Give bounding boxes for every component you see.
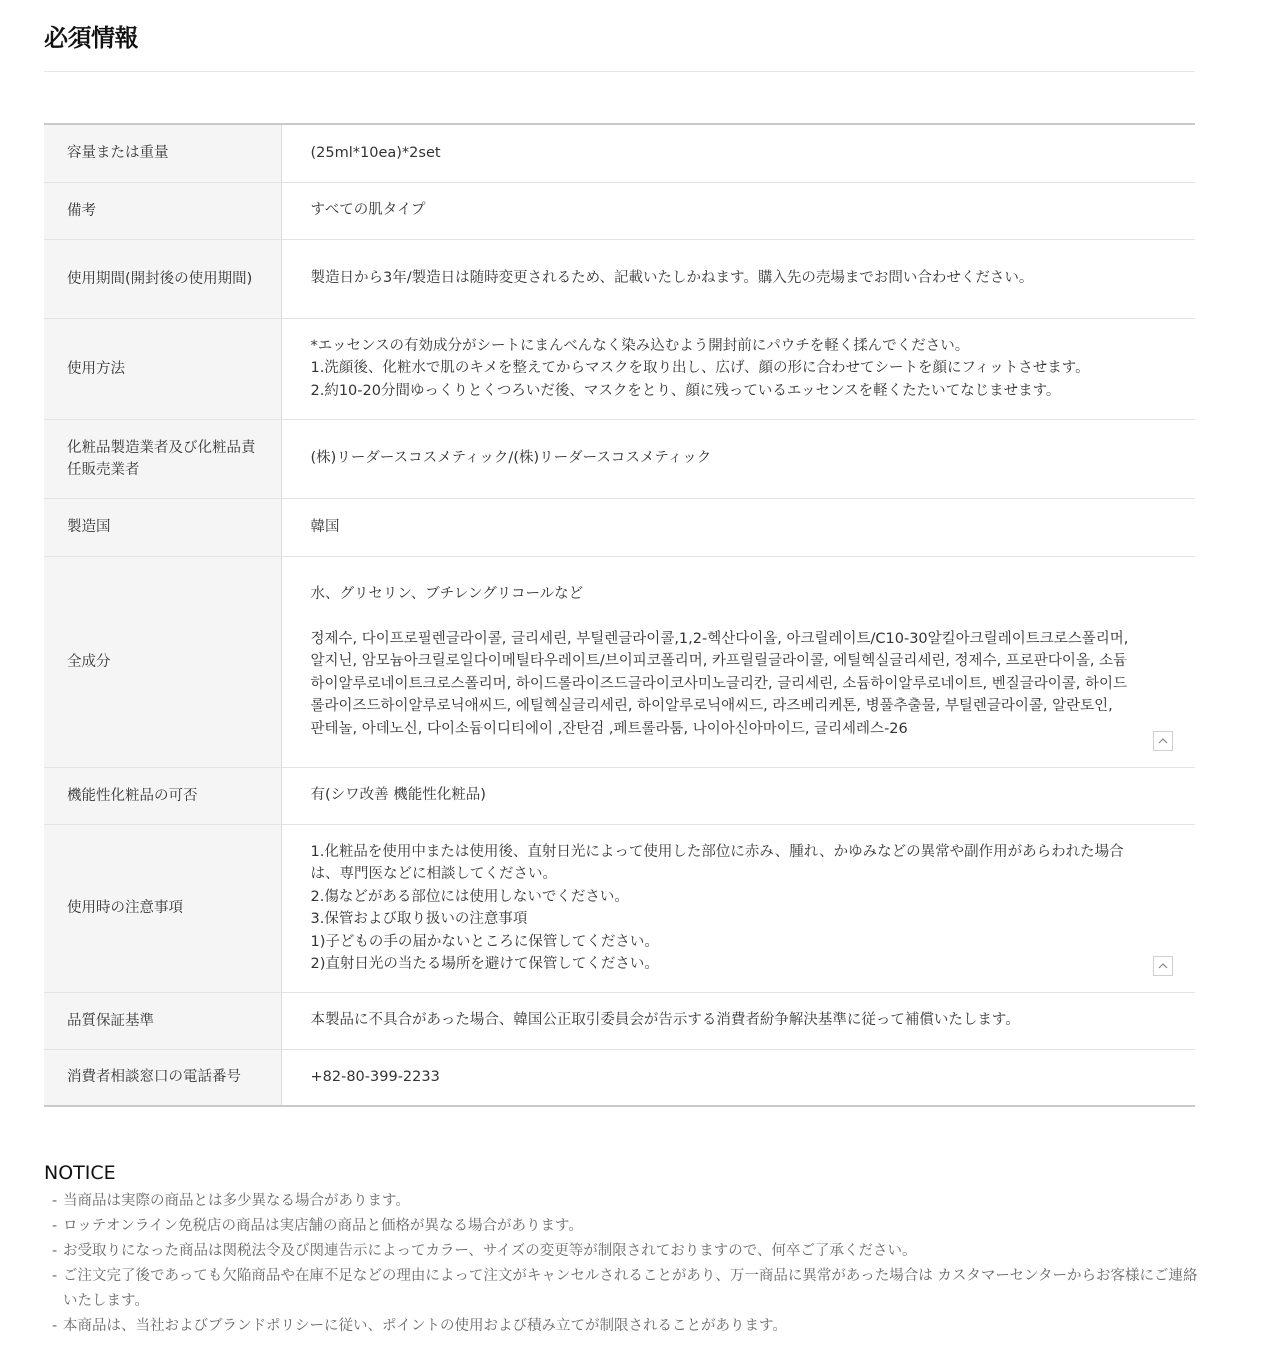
row-label: 備考 <box>44 182 281 239</box>
notice-text: お受取りになった商品は関税法令及び関連告示によってカラー、サイズの変更等が制限されておりますので、何卒ご了承ください。 <box>63 1243 917 1259</box>
ingredients-summary: 水、グリセリン、ブチレングリコールなど <box>310 586 584 602</box>
row-label: 化粧品製造業者及び化粧品責任販売業者 <box>44 419 281 498</box>
info-row-consumer-phone <box>44 1049 1195 1106</box>
info-row-country <box>44 498 1195 556</box>
collapse-ingredients-button[interactable] <box>1153 731 1173 751</box>
collapse-precautions-button[interactable] <box>1153 956 1173 976</box>
notice-dash: - <box>52 1318 58 1334</box>
notice-item <box>44 1189 1204 1214</box>
row-value: +82-80-399-2233 <box>281 1049 1195 1106</box>
row-value: *エッセンスの有効成分がシートにまんべんなく染み込むよう開封前にパウチを軽く揉んでください。 1.洗顔後、化粧水で肌のキメを整えてからマスクを取り出し、広げ、顔の形に合わせてシートを顔にフィットさせます。 2.約10-20分間ゆっくりとくつろいだ後、マスクをとり、顔に残っているエッセンスを軽くたたいてなじませます。 <box>281 318 1195 419</box>
row-label: 製造国 <box>44 498 281 556</box>
precautions-text: 1.化粧品を使用中または使用後、直射日光によって使用した部位に赤み、腫れ、かゆみなどの異常や副作用があらわれた場合は、専門医などに相談してください。 2.傷などがある部位には使用しないでください。 3.保管および取り扱いの注意事項 1)子どもの手の届かないところに保管してください。 2)直射日光の当たる場所を避けて保管してください。 <box>310 843 1124 972</box>
info-row-manufacturer <box>44 419 1195 498</box>
info-row-remarks <box>44 182 1195 239</box>
row-label: 使用期間(開封後の使用期間) <box>44 239 281 318</box>
notice-item <box>44 1239 1204 1264</box>
notice-text: ご注文完了後であっても欠陥商品や在庫不足などの理由によって注文がキャンセルされることがあり、万一商品に異常があった場合は カスタマーセンターからお客様にご連絡いたします。 <box>63 1268 1198 1309</box>
row-value: 製造日から3年/製造日は随時変更されるため、記載いたしかねます。購入先の売場までお問い合わせください。 <box>281 239 1195 318</box>
section-title: 必須情報 <box>44 24 138 52</box>
info-row-ingredients <box>44 556 1195 767</box>
row-value: 韓国 <box>281 498 1195 556</box>
notice-text: 当商品は実際の商品とは多少異なる場合があります。 <box>63 1193 410 1209</box>
row-value: 本製品に不具合があった場合、韓国公正取引委員会が告示する消費者紛争解決基準に従って補償いたします。 <box>281 992 1195 1049</box>
notice-dash: - <box>52 1218 58 1234</box>
row-value: (株)リーダースコスメティック/(株)リーダースコスメティック <box>281 419 1195 498</box>
notice-text: ロッテオンライン免税店の商品は実店舗の商品と価格が異なる場合があります。 <box>63 1218 583 1234</box>
notice-list <box>44 1189 1204 1339</box>
notice-item <box>44 1214 1204 1239</box>
row-value <box>281 824 1195 992</box>
info-row-capacity <box>44 124 1195 182</box>
info-row-quality-standard <box>44 992 1195 1049</box>
notice-item <box>44 1314 1204 1339</box>
row-value <box>281 556 1195 767</box>
title-divider <box>44 71 1195 72</box>
row-label: 容量または重量 <box>44 124 281 182</box>
row-label: 使用方法 <box>44 318 281 419</box>
notice-section <box>44 1161 1204 1339</box>
notice-text: 本商品は、当社およびブランドポリシーに従い、ポイントの使用および積み立てが制限されることがあります。 <box>63 1318 787 1334</box>
row-label: 全成分 <box>44 556 281 767</box>
row-value: すべての肌タイプ <box>281 182 1195 239</box>
row-value: (25ml*10ea)*2set <box>310 145 441 161</box>
row-label: 使用時の注意事項 <box>44 824 281 992</box>
row-label: 機能性化粧品の可否 <box>44 767 281 824</box>
info-row-functional-cosmetic <box>44 767 1195 824</box>
info-row-precautions <box>44 824 1195 992</box>
info-row-usage-period <box>44 239 1195 318</box>
notice-dash: - <box>52 1268 58 1284</box>
info-row-usage-method <box>44 318 1195 419</box>
notice-dash: - <box>52 1243 58 1259</box>
chevron-up-icon <box>1158 737 1168 744</box>
required-info-table <box>44 123 1195 1107</box>
notice-dash: - <box>52 1193 58 1209</box>
chevron-up-icon <box>1158 962 1168 969</box>
row-label: 品質保証基準 <box>44 992 281 1049</box>
row-value: 有(シワ改善 機能性化粧品) <box>281 767 1195 824</box>
product-required-info <box>44 0 1198 1334</box>
notice-title: NOTICE <box>44 1162 116 1184</box>
notice-item <box>44 1264 1204 1314</box>
row-label: 消費者相談窓口の電話番号 <box>44 1049 281 1106</box>
ingredients-detail: 정제수, 다이프로필렌글라이콜, 글리세린, 부틸렌글라이콜,1,2-헥산다이올, 아크릴레이트/C10-30알킬아크릴레이트크로스폴리머, 알지닌, 암모늄아크릴로일다이메틸타우레이트/브이피코폴리머, 카프릴릴글라이콜, 에틸헥실글리세린, 정제수, 프로판다이올, 소듐하이알루로네이트크로스폴리머, 하이드롤라이즈드글라이코사미노글리칸, 글리세린, 소듐하이알루로네이트, 벤질글라이콜, 하이드롤라이즈드하이알루로닉애씨드, 에틸헥실글리세린, 하이알루로닉애씨드, 라즈베리케톤, 병풀추출물, 부틸렌글라이콜, 알란토인, 판테놀, 아데노신, 다이소듐이디티에이 ,잔탄검 ,페트롤라툼, 나이아신아마이드, 글리세레스-26 <box>310 630 1129 737</box>
